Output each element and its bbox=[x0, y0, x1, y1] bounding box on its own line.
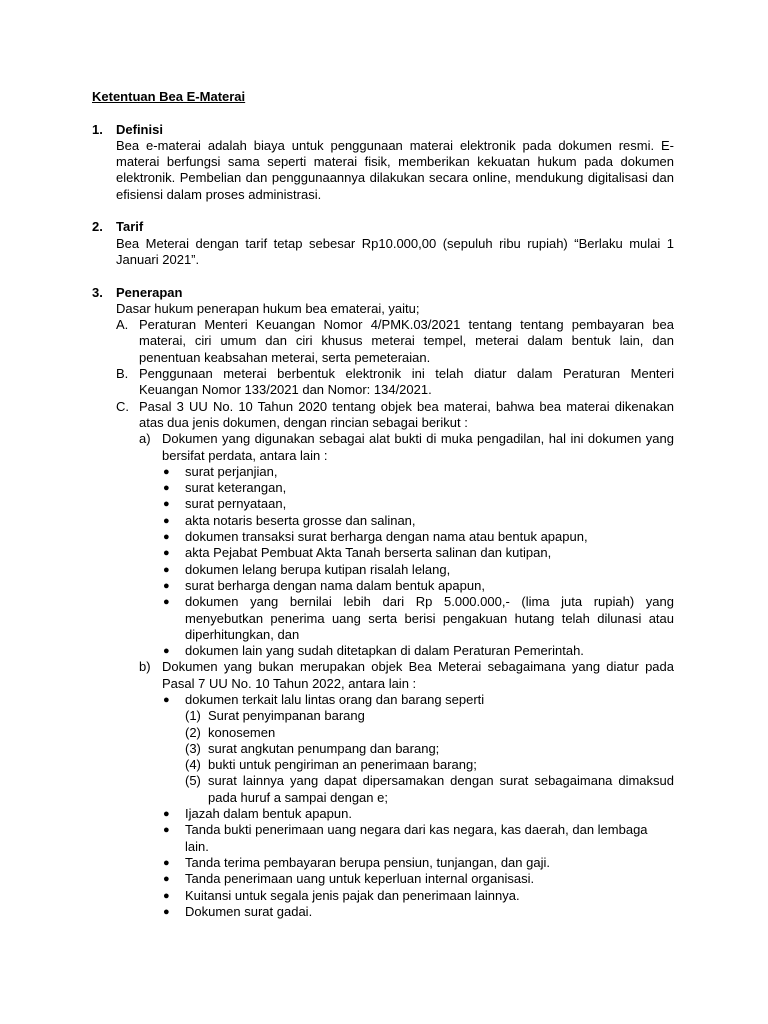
bullet-list-b bbox=[162, 692, 674, 920]
section-number: 2. bbox=[92, 219, 103, 235]
section-penerapan bbox=[92, 285, 674, 921]
bullet-icon: ● bbox=[163, 596, 170, 609]
bullet-icon: ● bbox=[163, 465, 170, 478]
section-heading: Definisi bbox=[116, 121, 163, 137]
numbered-item: (2) konosemen bbox=[185, 724, 276, 740]
bullet-icon: ● bbox=[163, 856, 170, 869]
list-item: ● dokumen transaksi surat berharga dengan nama atau bentuk apapun, bbox=[163, 529, 588, 545]
item-text: Dokumen yang digunakan sebagai alat bukti di muka pengadilan, hal ini dokumen yang bersifat perdata, antara lain : bbox=[162, 431, 674, 463]
section-body: Bea Meterai dengan tarif tetap sebesar Rp10.000,00 (sepuluh ribu rupiah) “Berlaku mulai 1 Januari 2021”. bbox=[116, 235, 674, 267]
item-marker: a) bbox=[139, 431, 151, 447]
list-item: ● akta notaris beserta grosse dan salinan, bbox=[163, 512, 416, 528]
bullet-icon: ● bbox=[163, 824, 170, 837]
sub-item-a bbox=[139, 431, 674, 464]
list-item: ● Ijazah dalam bentuk apapun. bbox=[163, 806, 352, 822]
legal-basis-item bbox=[116, 317, 674, 366]
list-item: ● dokumen lain yang sudah ditetapkan di dalam Peraturan Pemerintah. bbox=[163, 643, 584, 659]
bullet-icon: ● bbox=[163, 547, 170, 560]
section-tarif bbox=[92, 219, 674, 268]
section-number: 1. bbox=[92, 121, 103, 137]
section-body: Bea e-materai adalah biaya untuk penggunaan materai elektronik pada dokumen resmi. E-materai berfungsi sama seperti materai fisik, memberikan kekuatan hukum pada dokumen elektronik. Pembelian dan penggunaannya dilakukan secara online, mendukung digitalisasi dan efisiensi dalam proses administrasi. bbox=[116, 137, 674, 202]
item-text: Pasal 3 UU No. 10 Tahun 2020 tentang objek bea materai, bahwa bea materai dikenakan atas dua jenis dokumen, dengan rincian sebagai berikut : bbox=[139, 398, 674, 430]
list-item: ● Kuitansi untuk segala jenis pajak dan penerimaan lainnya. bbox=[163, 887, 520, 903]
item-marker: B. bbox=[116, 366, 129, 382]
legal-basis-item bbox=[116, 399, 674, 432]
bullet-list-a bbox=[162, 464, 674, 660]
numbered-item: (4) bukti untuk pengiriman an penerimaan barang; bbox=[185, 757, 477, 773]
list-item: ● surat keterangan, bbox=[163, 480, 287, 496]
bullet-icon: ● bbox=[163, 905, 170, 918]
section-heading: Penerapan bbox=[116, 284, 183, 300]
numbered-item: (3) surat angkutan penumpang dan barang; bbox=[185, 740, 440, 756]
section-heading: Tarif bbox=[116, 219, 144, 235]
bullet-icon: ● bbox=[163, 531, 170, 544]
numbered-item: (1) Surat penyimpanan barang bbox=[185, 708, 365, 724]
bullet-icon: ● bbox=[163, 873, 170, 886]
item-marker: A. bbox=[116, 317, 129, 333]
list-item: ● dokumen terkait lalu lintas orang dan barang seperti bbox=[163, 691, 485, 707]
section-definisi bbox=[92, 122, 674, 203]
document-title: Ketentuan Bea E-Materai bbox=[92, 89, 246, 104]
sub-item-b bbox=[139, 659, 674, 692]
bullet-icon: ● bbox=[163, 563, 170, 576]
legal-basis-item bbox=[116, 366, 674, 399]
bullet-icon: ● bbox=[163, 498, 170, 511]
document-body bbox=[92, 89, 674, 920]
section-intro: Dasar hukum penerapan hukum bea ematerai, yaitu; bbox=[116, 300, 420, 316]
list-item: ● dokumen yang bernilai lebih dari Rp 5.000.000,- (lima juta rupiah) yang menyebutkan penerima uang serta berisi pengakuan hutang telah dilunasi atau diperhitungkan, dan bbox=[163, 594, 674, 642]
bullet-icon: ● bbox=[163, 645, 170, 658]
bullet-icon: ● bbox=[163, 808, 170, 821]
item-text: Penggunaan meterai berbentuk elektronik ini telah diatur dalam Peraturan Menteri Keuangan Nomor 133/2021 dan Nomor: 134/2021. bbox=[139, 366, 674, 398]
list-item: ● akta Pejabat Pembuat Akta Tanah berserta salinan dan kutipan, bbox=[163, 545, 552, 561]
list-item: ● Tanda bukti penerimaan uang negara dari kas negara, kas daerah, dan lembaga lain. bbox=[163, 822, 648, 854]
list-item: ● surat perjanjian, bbox=[163, 463, 278, 479]
item-marker: C. bbox=[116, 398, 129, 414]
bullet-icon: ● bbox=[163, 482, 170, 495]
list-item: ● dokumen lelang berupa kutipan risalah lelang, bbox=[163, 561, 451, 577]
bullet-icon: ● bbox=[163, 514, 170, 527]
item-marker: b) bbox=[139, 659, 151, 675]
list-item: ● Dokumen surat gadai. bbox=[163, 903, 313, 919]
list-item: ● surat pernyataan, bbox=[163, 496, 287, 512]
numbered-item: (5) surat lainnya yang dapat dipersamakan dengan surat sebagaimana dimaksud pada huruf a sampai dengan e; bbox=[185, 773, 674, 805]
item-text: Peraturan Menteri Keuangan Nomor 4/PMK.03/2021 tentang tentang pembayaran bea materai, ciri umum dan ciri khusus meterai tempel, meterai dalam bentuk lain, dan penentuan keabsahan meterai, serta pemeteraian. bbox=[139, 317, 674, 365]
bullet-icon: ● bbox=[163, 693, 170, 706]
item-text: Dokumen yang bukan merupakan objek Bea Meterai sebagaimana yang diatur pada Pasal 7 UU No. 10 Tahun 2022, antara lain : bbox=[162, 659, 674, 691]
list-item: ● Tanda penerimaan uang untuk keperluan internal organisasi. bbox=[163, 871, 535, 887]
list-item: ● Tanda terima pembayaran berupa pensiun, tunjangan, dan gaji. bbox=[163, 854, 550, 870]
list-item: ● surat berharga dengan nama dalam bentuk apapun, bbox=[163, 577, 485, 593]
bullet-icon: ● bbox=[163, 889, 170, 902]
section-number: 3. bbox=[92, 284, 103, 300]
numbered-list bbox=[185, 708, 674, 806]
bullet-icon: ● bbox=[163, 579, 170, 592]
